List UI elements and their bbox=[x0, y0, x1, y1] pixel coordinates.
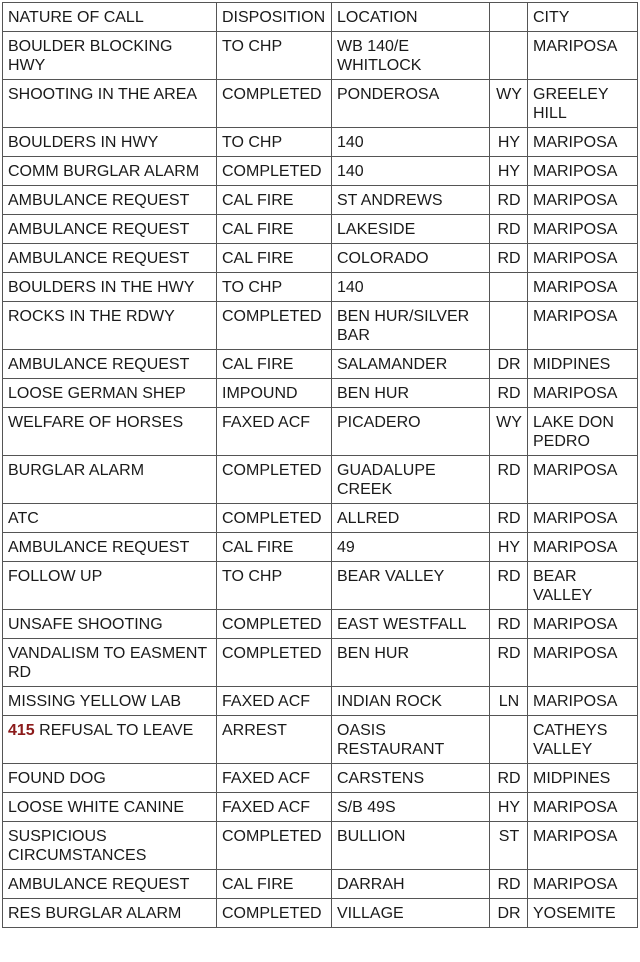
cell-disposition: FAXED ACF bbox=[217, 687, 332, 716]
table-row bbox=[3, 899, 638, 928]
nature-text: SUSPICIOUS CIRCUMSTANCES bbox=[8, 828, 147, 864]
cell-nature-of-call bbox=[3, 533, 217, 562]
cell-disposition: COMPLETED bbox=[217, 302, 332, 350]
cell-city: MARIPOSA bbox=[528, 870, 638, 899]
cell-street-suffix: RD bbox=[490, 639, 528, 687]
cell-street-suffix: LN bbox=[490, 687, 528, 716]
cell-city: MARIPOSA bbox=[528, 215, 638, 244]
cell-disposition: TO CHP bbox=[217, 562, 332, 610]
cell-location: BULLION bbox=[332, 822, 490, 870]
table-row bbox=[3, 215, 638, 244]
table-row bbox=[3, 273, 638, 302]
cell-location: S/B 49S bbox=[332, 793, 490, 822]
cell-location: PICADERO bbox=[332, 408, 490, 456]
call-log-body bbox=[3, 32, 638, 928]
table-row bbox=[3, 716, 638, 764]
table-row bbox=[3, 533, 638, 562]
cell-disposition: FAXED ACF bbox=[217, 764, 332, 793]
cell-location: WB 140/E WHITLOCK bbox=[332, 32, 490, 80]
table-row bbox=[3, 408, 638, 456]
cell-street-suffix: RD bbox=[490, 562, 528, 610]
cell-disposition: FAXED ACF bbox=[217, 793, 332, 822]
cell-nature-of-call bbox=[3, 716, 217, 764]
cell-street-suffix bbox=[490, 273, 528, 302]
cell-disposition: TO CHP bbox=[217, 128, 332, 157]
cell-location: LAKESIDE bbox=[332, 215, 490, 244]
cell-location: BEAR VALLEY bbox=[332, 562, 490, 610]
cell-city: MARIPOSA bbox=[528, 186, 638, 215]
cell-street-suffix: HY bbox=[490, 533, 528, 562]
cell-nature-of-call bbox=[3, 350, 217, 379]
cell-street-suffix: WY bbox=[490, 80, 528, 128]
cell-city: MARIPOSA bbox=[528, 793, 638, 822]
cell-city: MARIPOSA bbox=[528, 687, 638, 716]
nature-text: BURGLAR ALARM bbox=[8, 462, 145, 479]
cell-location: COLORADO bbox=[332, 244, 490, 273]
cell-location: ALLRED bbox=[332, 504, 490, 533]
table-row bbox=[3, 764, 638, 793]
cell-city: MARIPOSA bbox=[528, 32, 638, 80]
cell-nature-of-call bbox=[3, 215, 217, 244]
header-disposition: DISPOSITION bbox=[217, 3, 332, 32]
cell-street-suffix: ST bbox=[490, 822, 528, 870]
cell-street-suffix bbox=[490, 32, 528, 80]
cell-nature-of-call bbox=[3, 32, 217, 80]
table-row bbox=[3, 80, 638, 128]
table-row bbox=[3, 870, 638, 899]
cell-nature-of-call bbox=[3, 379, 217, 408]
nature-text: BOULDERS IN HWY bbox=[8, 134, 159, 151]
cell-street-suffix: RD bbox=[490, 379, 528, 408]
cell-city: MIDPINES bbox=[528, 350, 638, 379]
cell-nature-of-call bbox=[3, 562, 217, 610]
table-row bbox=[3, 350, 638, 379]
nature-text: AMBULANCE REQUEST bbox=[8, 221, 190, 238]
cell-city: MARIPOSA bbox=[528, 533, 638, 562]
cell-location: ST ANDREWS bbox=[332, 186, 490, 215]
nature-text: AMBULANCE REQUEST bbox=[8, 356, 190, 373]
cell-nature-of-call bbox=[3, 302, 217, 350]
cell-city: MARIPOSA bbox=[528, 128, 638, 157]
cell-location: 140 bbox=[332, 157, 490, 186]
cell-nature-of-call bbox=[3, 639, 217, 687]
cell-city: MARIPOSA bbox=[528, 244, 638, 273]
nature-text: BOULDERS IN THE HWY bbox=[8, 279, 195, 296]
cell-city: LAKE DON PEDRO bbox=[528, 408, 638, 456]
nature-text: REFUSAL TO LEAVE bbox=[39, 722, 194, 739]
header-nature-of-call: NATURE OF CALL bbox=[3, 3, 217, 32]
cell-city: MARIPOSA bbox=[528, 379, 638, 408]
cell-location: 140 bbox=[332, 273, 490, 302]
table-row bbox=[3, 32, 638, 80]
cell-nature-of-call bbox=[3, 186, 217, 215]
cell-city: MARIPOSA bbox=[528, 639, 638, 687]
cell-disposition: COMPLETED bbox=[217, 456, 332, 504]
cell-disposition: CAL FIRE bbox=[217, 215, 332, 244]
cell-location: 49 bbox=[332, 533, 490, 562]
nature-text: AMBULANCE REQUEST bbox=[8, 539, 190, 556]
call-log-table bbox=[2, 2, 638, 928]
cell-nature-of-call bbox=[3, 456, 217, 504]
cell-location: DARRAH bbox=[332, 870, 490, 899]
table-row bbox=[3, 379, 638, 408]
cell-disposition: TO CHP bbox=[217, 32, 332, 80]
cell-disposition: COMPLETED bbox=[217, 822, 332, 870]
cell-nature-of-call bbox=[3, 822, 217, 870]
cell-location: BEN HUR/SILVER BAR bbox=[332, 302, 490, 350]
cell-nature-of-call bbox=[3, 273, 217, 302]
cell-street-suffix: DR bbox=[490, 350, 528, 379]
cell-city: YOSEMITE bbox=[528, 899, 638, 928]
nature-text: WELFARE OF HORSES bbox=[8, 414, 184, 431]
cell-disposition: COMPLETED bbox=[217, 639, 332, 687]
cell-disposition: IMPOUND bbox=[217, 379, 332, 408]
header-location: LOCATION bbox=[332, 3, 490, 32]
call-code: 415 bbox=[8, 722, 35, 739]
cell-disposition: CAL FIRE bbox=[217, 870, 332, 899]
cell-city: MARIPOSA bbox=[528, 610, 638, 639]
cell-location: SALAMANDER bbox=[332, 350, 490, 379]
table-row bbox=[3, 562, 638, 610]
cell-location: PONDEROSA bbox=[332, 80, 490, 128]
cell-nature-of-call bbox=[3, 80, 217, 128]
nature-text: SHOOTING IN THE AREA bbox=[8, 86, 198, 103]
cell-street-suffix: RD bbox=[490, 244, 528, 273]
cell-nature-of-call bbox=[3, 793, 217, 822]
cell-nature-of-call bbox=[3, 870, 217, 899]
nature-text: FOUND DOG bbox=[8, 770, 106, 787]
cell-street-suffix: RD bbox=[490, 186, 528, 215]
cell-street-suffix: RD bbox=[490, 504, 528, 533]
table-row bbox=[3, 504, 638, 533]
cell-street-suffix: HY bbox=[490, 793, 528, 822]
nature-text: ATC bbox=[8, 510, 39, 527]
nature-text: AMBULANCE REQUEST bbox=[8, 192, 190, 209]
nature-text: COMM BURGLAR ALARM bbox=[8, 163, 200, 180]
cell-disposition: CAL FIRE bbox=[217, 350, 332, 379]
cell-disposition: TO CHP bbox=[217, 273, 332, 302]
cell-city: MARIPOSA bbox=[528, 456, 638, 504]
cell-location: BEN HUR bbox=[332, 379, 490, 408]
cell-street-suffix: WY bbox=[490, 408, 528, 456]
cell-street-suffix: HY bbox=[490, 157, 528, 186]
table-row bbox=[3, 610, 638, 639]
table-row bbox=[3, 793, 638, 822]
cell-nature-of-call bbox=[3, 687, 217, 716]
cell-location: INDIAN ROCK bbox=[332, 687, 490, 716]
cell-location: 140 bbox=[332, 128, 490, 157]
cell-location: BEN HUR bbox=[332, 639, 490, 687]
nature-text: LOOSE WHITE CANINE bbox=[8, 799, 185, 816]
table-row bbox=[3, 822, 638, 870]
table-row bbox=[3, 128, 638, 157]
header-row bbox=[3, 3, 638, 32]
table-row bbox=[3, 157, 638, 186]
cell-location: CARSTENS bbox=[332, 764, 490, 793]
cell-nature-of-call bbox=[3, 128, 217, 157]
cell-street-suffix: RD bbox=[490, 610, 528, 639]
table-row bbox=[3, 186, 638, 215]
cell-location: EAST WESTFALL bbox=[332, 610, 490, 639]
cell-disposition: CAL FIRE bbox=[217, 244, 332, 273]
table-row bbox=[3, 244, 638, 273]
cell-disposition: COMPLETED bbox=[217, 899, 332, 928]
cell-city: GREELEY HILL bbox=[528, 80, 638, 128]
cell-city: MIDPINES bbox=[528, 764, 638, 793]
cell-city: MARIPOSA bbox=[528, 822, 638, 870]
cell-disposition: COMPLETED bbox=[217, 80, 332, 128]
nature-text: MISSING YELLOW LAB bbox=[8, 693, 182, 710]
cell-nature-of-call bbox=[3, 244, 217, 273]
nature-text: BOULDER BLOCKING HWY bbox=[8, 38, 173, 74]
nature-text: VANDALISM TO EASMENT RD bbox=[8, 645, 207, 681]
cell-nature-of-call bbox=[3, 899, 217, 928]
cell-nature-of-call bbox=[3, 408, 217, 456]
cell-city: BEAR VALLEY bbox=[528, 562, 638, 610]
cell-city: MARIPOSA bbox=[528, 273, 638, 302]
table-row bbox=[3, 456, 638, 504]
cell-nature-of-call bbox=[3, 764, 217, 793]
cell-nature-of-call bbox=[3, 610, 217, 639]
cell-street-suffix bbox=[490, 716, 528, 764]
cell-nature-of-call bbox=[3, 157, 217, 186]
nature-text: AMBULANCE REQUEST bbox=[8, 250, 190, 267]
cell-street-suffix: RD bbox=[490, 215, 528, 244]
nature-text: AMBULANCE REQUEST bbox=[8, 876, 190, 893]
cell-street-suffix bbox=[490, 302, 528, 350]
nature-text: LOOSE GERMAN SHEP bbox=[8, 385, 186, 402]
nature-text: ROCKS IN THE RDWY bbox=[8, 308, 175, 325]
cell-city: MARIPOSA bbox=[528, 157, 638, 186]
cell-city: MARIPOSA bbox=[528, 302, 638, 350]
nature-text: FOLLOW UP bbox=[8, 568, 103, 585]
cell-disposition: ARREST bbox=[217, 716, 332, 764]
cell-street-suffix: RD bbox=[490, 870, 528, 899]
cell-location: GUADALUPE CREEK bbox=[332, 456, 490, 504]
cell-street-suffix: RD bbox=[490, 456, 528, 504]
cell-disposition: COMPLETED bbox=[217, 504, 332, 533]
cell-city: CATHEYS VALLEY bbox=[528, 716, 638, 764]
cell-street-suffix: RD bbox=[490, 764, 528, 793]
cell-street-suffix: HY bbox=[490, 128, 528, 157]
cell-city: MARIPOSA bbox=[528, 504, 638, 533]
header-street-suffix bbox=[490, 3, 528, 32]
header-city: CITY bbox=[528, 3, 638, 32]
nature-text: RES BURGLAR ALARM bbox=[8, 905, 182, 922]
cell-location: VILLAGE bbox=[332, 899, 490, 928]
cell-disposition: CAL FIRE bbox=[217, 533, 332, 562]
table-row bbox=[3, 302, 638, 350]
cell-location: OASIS RESTAURANT bbox=[332, 716, 490, 764]
cell-nature-of-call bbox=[3, 504, 217, 533]
nature-text: UNSAFE SHOOTING bbox=[8, 616, 163, 633]
table-row bbox=[3, 639, 638, 687]
cell-disposition: CAL FIRE bbox=[217, 186, 332, 215]
cell-disposition: FAXED ACF bbox=[217, 408, 332, 456]
cell-disposition: COMPLETED bbox=[217, 157, 332, 186]
table-row bbox=[3, 687, 638, 716]
cell-street-suffix: DR bbox=[490, 899, 528, 928]
cell-disposition: COMPLETED bbox=[217, 610, 332, 639]
